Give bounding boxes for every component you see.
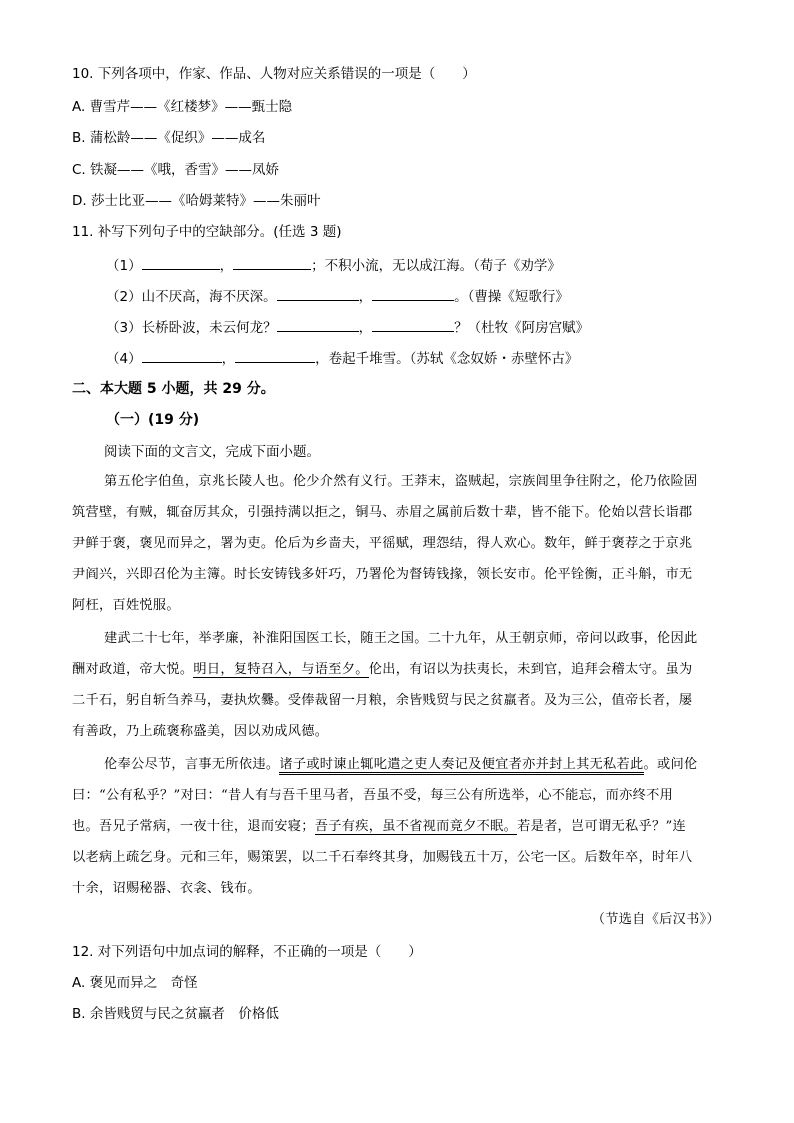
fill-item-suffix: ；不积小流，无以成江海。（荀子《劝学》 (311, 258, 561, 274)
answer-blank[interactable] (372, 286, 454, 301)
fill-item-prefix: （4） (106, 351, 142, 367)
fill-item-separator: ， (358, 320, 373, 336)
fill-item-prefix: （3）长桥卧波，未云何龙？ (106, 320, 277, 336)
fill-item-separator: ， (358, 289, 373, 305)
fill-item-prefix: （1） (106, 258, 142, 274)
passage-text: 也。吾兄子常病，一夜十往，退而安寝； (72, 819, 315, 834)
passage-line: 阿枉，百姓悦服。 (72, 598, 180, 613)
answer-blank[interactable] (235, 348, 315, 363)
passage-text: 。或问伦 (643, 757, 698, 772)
question-10-option-d: D. 莎士比亚——《哈姆莱特》——朱丽叶 (72, 193, 321, 209)
fill-item-separator: ， (221, 351, 236, 367)
question-10-option-c: C. 铁凝——《哦，香雪》——凤娇 (72, 162, 280, 178)
passage-source: （节选自《后汉书》） (591, 912, 720, 927)
reading-instruction: 阅读下面的文言文，完成下面小题。 (104, 444, 320, 460)
passage-text: 酬对政道，帝大悦。 (72, 662, 194, 677)
passage-line: 曰：“公有私乎？”对曰：“昔人有与吾千里马者，吾虽不受，每三公有所选举，心不能忘，而亦终不用 (72, 788, 674, 803)
question-10-stem: 10. 下列各项中，作家、作品、人物对应关系错误的一项是（ ） (72, 66, 476, 82)
passage-line: 以老病上疏乞身。元和三年，赐策罢，以二千石奉终其身，加赐钱五十万，公宅一区。后数年卒，时年八 (72, 850, 693, 865)
passage-line (72, 817, 686, 837)
answer-blank[interactable] (277, 317, 359, 332)
wavy-underlined-sentence: 诸子或时谏止辄叱遣之吏人奏记及便宜者亦并封上其无私若此 (279, 757, 643, 775)
question-11-stem: 11. 补写下列句子中的空缺部分。(任选 3 题) (72, 224, 342, 240)
passage-line: 尹阎兴，兴即召伦为主簿。时长安铸钱多奸巧，乃署伦为督铸钱掾，领长安市。伦平铨衡，正斗斛，市无 (72, 567, 693, 582)
passage-line: 二千石，躬自斩刍养马，妻执炊爨。受俸裁留一月粮，余皆贱贸与民之贫羸者。及为三公，值帝长者，屡 (72, 693, 693, 708)
fill-item-1 (106, 255, 561, 276)
fill-item-suffix: 。（曹操《短歌行》 (454, 289, 569, 305)
fill-item-suffix: ？（杜牧《阿房宫赋》 (454, 320, 590, 336)
passage-line: 建武二十七年，举孝廉，补淮阳国医工长，随王之国。二十九年，从王朝京师，帝问以政事，伦因此 (104, 631, 698, 646)
passage-line: 第五伦字伯鱼，京兆长陵人也。伦少介然有义行。王莽末，盗贼起，宗族闾里争往附之，伦乃依险固 (104, 474, 698, 489)
passage-line (72, 660, 692, 680)
underlined-sentence: 明日，复特召入，与语至夕。 (193, 662, 369, 677)
passage-line: 筑营壁，有贼，辄奋厉其众，引强持满以拒之，铜马、赤眉之属前后数十辈，皆不能下。伦始以营长诣郡 (72, 505, 693, 520)
question-12-stem: 12. 对下列语句中加点词的解释，不正确的一项是（ ） (72, 944, 422, 960)
fill-item-4 (106, 348, 578, 369)
fill-item-3 (106, 317, 589, 338)
question-10-option-a: A. 曹雪芹——《红楼梦》——甄士隐 (72, 99, 293, 115)
passage-text: 伦奉公尽节，言事无所依违。 (104, 757, 280, 772)
question-12-option-a: A. 褒见而异之 奇怪 (72, 975, 198, 991)
passage-line: 尹鲜于褒，褒见而异之，署为吏。伦后为乡啬夫，平徭赋，理怨结，得人欢心。数年，鲜于褒荐之于京兆 (72, 536, 693, 551)
underlined-sentence: 吾子有疾，虽不省视而竟夕不眠。 (314, 819, 518, 834)
passage-text: 若是者，岂可谓无私乎？”连 (517, 819, 686, 834)
fill-item-2 (106, 286, 569, 307)
answer-blank[interactable] (142, 255, 220, 270)
answer-blank[interactable] (142, 348, 222, 363)
passage-line (104, 755, 697, 775)
question-10-option-b: B. 蒲松龄——《促织》——成名 (72, 130, 266, 146)
answer-blank[interactable] (233, 255, 311, 270)
question-12-option-b: B. 余皆贱贸与民之贫羸者 价格低 (72, 1006, 279, 1022)
answer-blank[interactable] (277, 286, 359, 301)
subsection-heading: （一）(19 分) (106, 412, 200, 428)
answer-blank[interactable] (372, 317, 454, 332)
passage-line: 十余，诏赐秘器、衣衾、钱布。 (72, 881, 261, 896)
passage-text: 伦出，有诏以为扶夷长，未到官，追拜会稽太守。虽为 (368, 662, 693, 677)
fill-item-separator: ， (219, 258, 234, 274)
passage-line: 有善政，乃上疏褒称盛美，因以劝成风德。 (72, 724, 329, 739)
fill-item-prefix: （2）山不厌高，海不厌深。 (106, 289, 277, 305)
section-heading: 二、本大题 5 小题，共 29 分。 (72, 381, 275, 397)
fill-item-suffix: ，卷起千堆雪。（苏轼《念奴娇・赤壁怀古》 (315, 351, 579, 367)
